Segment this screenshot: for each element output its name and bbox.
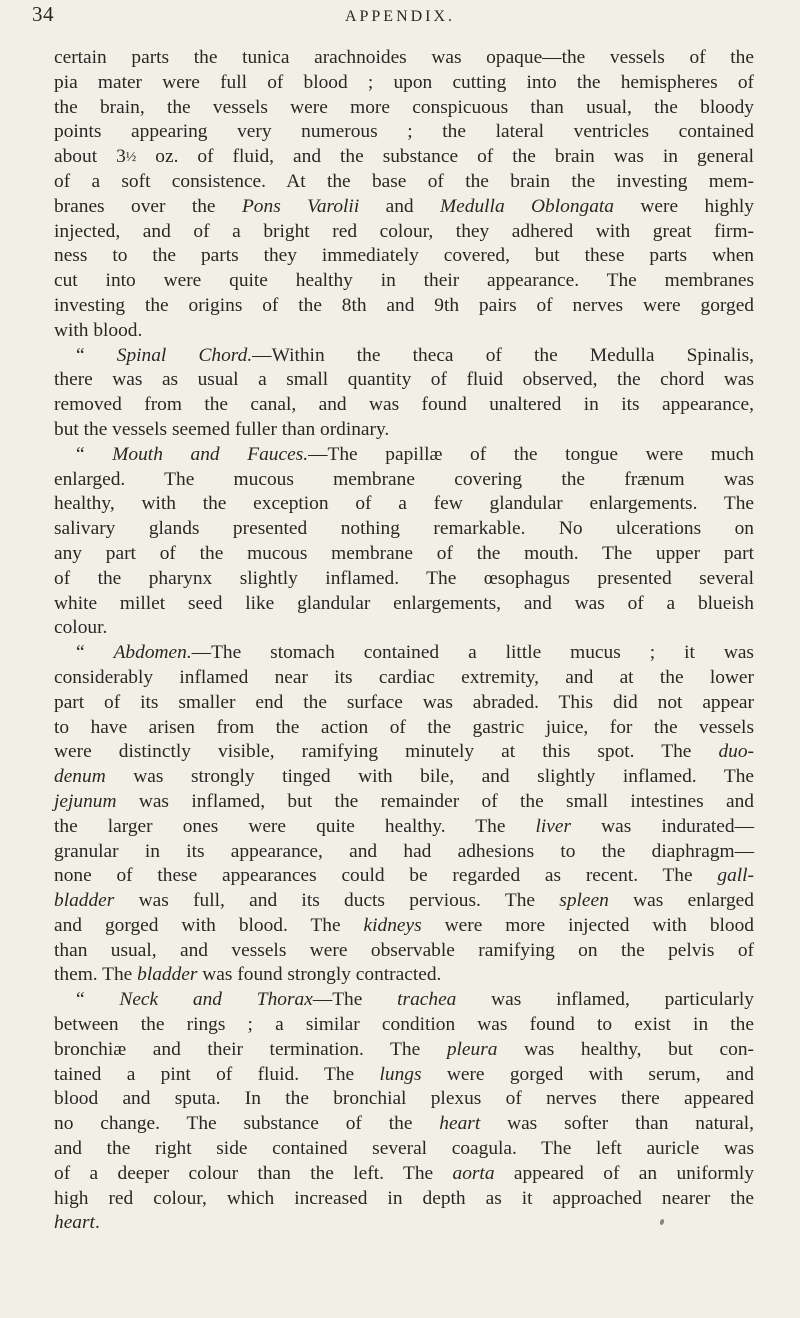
text-line: of the pharynx slightly inflamed. The œsophagus presented several [54, 567, 754, 589]
text-line: cut into were quite healthy in their appearance. The membranes [54, 270, 754, 292]
text-line: part of its smaller end the surface was abraded. This did not appear [54, 691, 754, 713]
running-head: APPENDIX. [344, 8, 456, 25]
text-line: between the rings ; a similar condition was found to exist in the [54, 1014, 754, 1036]
text-line: investing the origins of the 8th and 9th pairs of nerves were gorged [54, 294, 754, 316]
text-line: bladder was full, and its ducts pervious. The spleen was enlarged [54, 890, 754, 912]
text-line: about 3½ oz. of fluid, and the substance of the brain was in general [54, 146, 755, 168]
text-line: ness to the parts they immediately covered, but these parts when [54, 245, 754, 267]
text-line: certain parts the tunica arachnoides was opaque—the vessels of the [54, 47, 754, 68]
text-line: colour. [54, 617, 108, 639]
text-line: “ Abdomen.—The stomach contained a little mucus ; it was [76, 642, 754, 664]
text-line: white millet seed like glandular enlargements, and was of a blueish [54, 592, 754, 614]
text-line: blood and sputa. In the bronchial plexus of nerves there appeared [54, 1088, 754, 1110]
text-line: jejunum was inflamed, but the remainder of the small intestines and [54, 790, 754, 812]
text-line: but the vessels seemed fuller than ordinary. [54, 418, 390, 440]
text-line: injected, and of a bright red colour, they adhered with great firm- [54, 220, 754, 242]
text-line: branes over the Pons Varolii and Medulla Oblongata were highly [54, 195, 755, 217]
text-line: points appearing very numerous ; the lateral ventricles contained [54, 121, 754, 143]
text-line: than usual, and vessels were observable ramifying on the pelvis of [54, 939, 754, 961]
text-line: there was as usual a small quantity of fluid observed, the chord was [54, 369, 754, 391]
text-line: granular in its appearance, and had adhesions to the diaphragm— [54, 840, 754, 862]
text-line: high red colour, which increased in depth as it approached nearer the [54, 1187, 754, 1209]
text-line: tained a pint of fluid. The lungs were gorged with serum, and [54, 1063, 754, 1085]
text-line: “ Spinal Chord.—Within the theca of the Medulla Spinalis, [76, 344, 754, 366]
text-line: “ Mouth and Fauces.—The papillæ of the tongue were much [76, 443, 755, 465]
text-line: were distinctly visible, ramifying minutely at this spot. The duo- [54, 741, 754, 763]
text-line: no change. The substance of the heart was softer than natural, [54, 1113, 754, 1135]
text-line: heart. [54, 1212, 100, 1234]
text-line: of a deeper colour than the left. The aorta appeared of an uniformly [54, 1162, 754, 1184]
text-line: denum was strongly tinged with bile, and slightly inflamed. The [54, 766, 754, 788]
text-line: “ Neck and Thorax—The trachea was inflamed, particularly [76, 989, 754, 1011]
text-line: enlarged. The mucous membrane covering the frænum was [54, 468, 754, 490]
text-line: considerably inflamed near its cardiac extremity, and at the lower [54, 666, 754, 688]
text-line: of a soft consistence. At the base of the brain the investing mem- [54, 170, 754, 192]
text-line: healthy, with the exception of a few glandular enlargements. The [54, 493, 754, 515]
text-line: and gorged with blood. The kidneys were more injected with blood [54, 914, 754, 936]
text-line: pia mater were full of blood ; upon cutting into the hemispheres of [54, 71, 754, 93]
text-line: salivary glands presented nothing remarkable. No ulcerations on [54, 518, 754, 540]
text-line: the brain, the vessels were more conspicuous than usual, the bloody [54, 96, 754, 118]
body-text [54, 46, 754, 1236]
text-line: removed from the canal, and was found unaltered in its appearance, [54, 394, 754, 416]
text-line: none of these appearances could be regarded as recent. The gall- [54, 865, 754, 887]
text-line: them. The bladder was found strongly contracted. [54, 964, 442, 986]
text-line: to have arisen from the action of the gastric juice, for the vessels [54, 716, 754, 738]
text-line: bronchiæ and their termination. The pleura was healthy, but con- [54, 1038, 754, 1060]
text-line: the larger ones were quite healthy. The liver was indurated— [54, 815, 755, 837]
text-line: with blood. [54, 319, 143, 341]
page-number: 34 [32, 2, 54, 26]
text-line: any part of the mucous membrane of the mouth. The upper part [54, 542, 754, 564]
text-line: and the right side contained several coagula. The left auricle was [54, 1138, 754, 1160]
